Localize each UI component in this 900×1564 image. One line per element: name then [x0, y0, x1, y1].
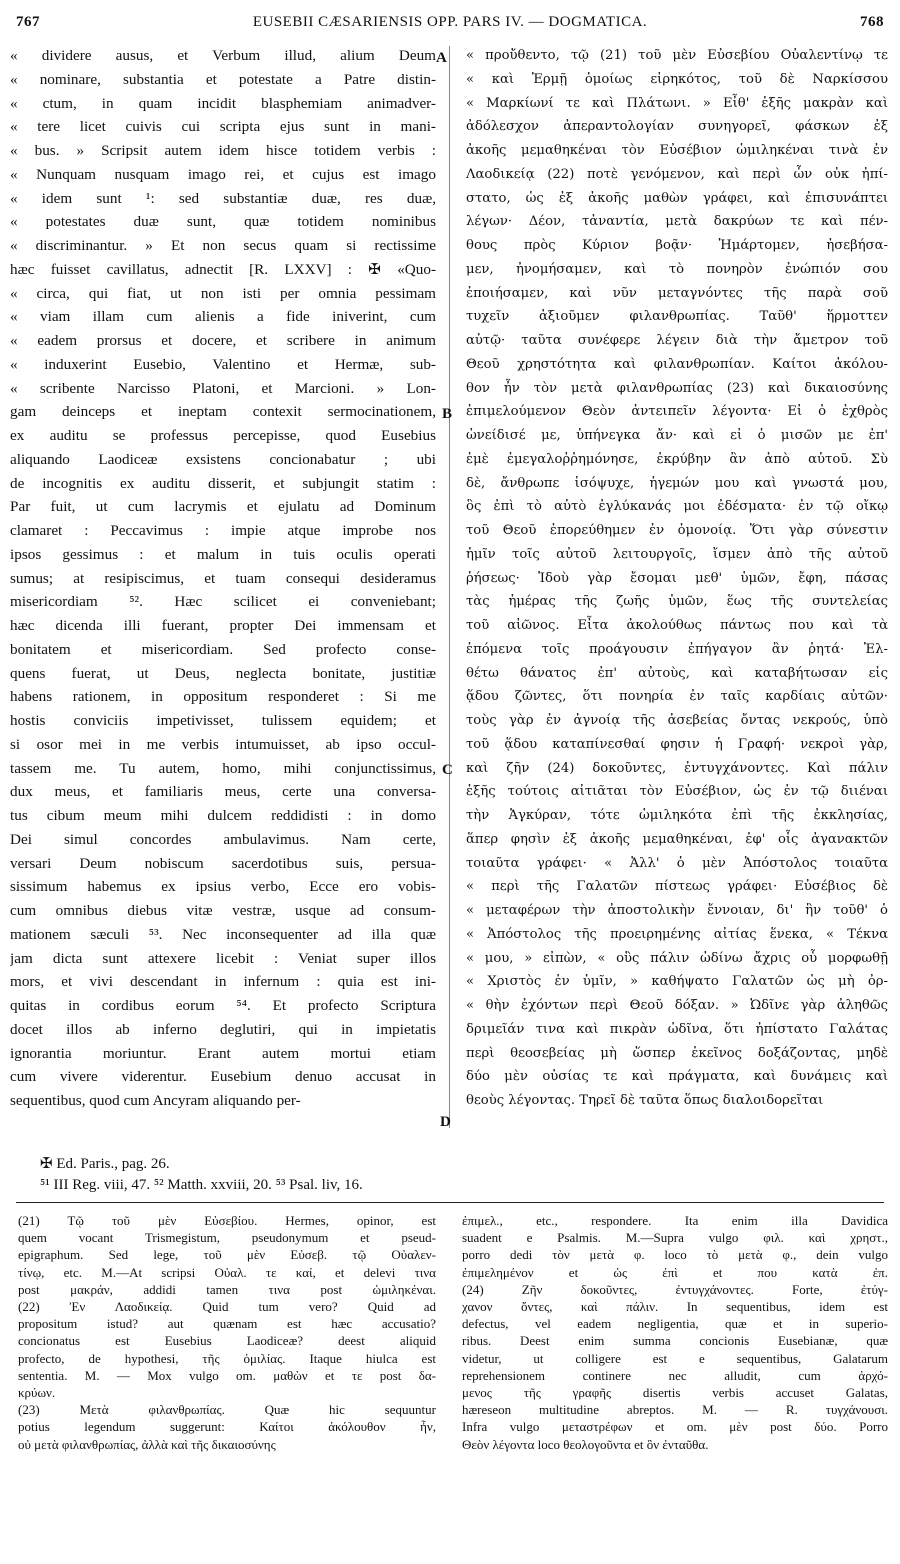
footnote-line: (24) Ζῆν δοκοῦντες, ἐντυγχάνοντες. Forte, ἐτύγ- [462, 1281, 888, 1297]
footnote-line: videtur, ut colligere est e sequentibus, Galatarum [462, 1350, 888, 1366]
latin-text-line: mors, et vivi descendant in infernum : quia est ini- [10, 973, 436, 991]
greek-text-line: ἑξῆς τούτοις αἰτιᾶται τὸν Εὐσέβιον, ὡς ἐν τῷ διιέναι [466, 784, 888, 800]
greek-text-line: ἡμῖν τοῖς αὐτοῦ λειτουργοῖς, ἴσμεν ἀπὸ τῆς αὐτοῦ [466, 546, 888, 562]
latin-column [10, 44, 436, 1134]
latin-text-line: tassem me. Tu autem, homo, mihi conjunctissimus, [10, 759, 436, 777]
footnote-line: profecto, de hypothesi, τῆς ὁμιλίας. Itaque hiulca est [18, 1350, 436, 1366]
notes-right-column [462, 1212, 888, 1557]
footnote-line: potius legendum suggerunt: Καίτοι ἀκόλουθον ἦν, [18, 1419, 436, 1435]
latin-text-line: hæc dicenda illi fuerant, propter Dei immensam et [10, 617, 436, 634]
latin-text-line: « viam illam cum alienis a fide iniverint, cum [10, 308, 436, 326]
latin-text-line: tus cibum meum mihi dulcem reddidisti : in domo [10, 807, 436, 824]
footnote-line: ribus. Deest enim summa concionis Eusebianæ, quæ [462, 1333, 888, 1349]
greek-text-line: Λαοδικείᾳ (22) ποτὲ γενόμενον, καὶ περὶ ὧν οὐκ ἠπί- [466, 166, 888, 182]
greek-text-line: « μου, » εἰπὼν, « οὓς πάλιν ὠδίνω ἄχρις οὗ μορφωθῇ [466, 950, 888, 966]
page-number-left: 767 [16, 14, 40, 30]
latin-text-line: cum omnibus diebus vitæ vestræ, usque ad consum- [10, 902, 436, 919]
greek-text-line: ἀδόλεσχον ἀπεραντολογίαν συνηγορεῖ, φάσκων ἐξ [466, 119, 888, 135]
greek-text-line: « προὔθεντο, τῷ (21) τοῦ μὲν Εὐσεβίου Οὐαλεντίνῳ τε [466, 48, 888, 63]
latin-text-line: Dei simul concordes ambulavimus. Nam certe, [10, 830, 436, 848]
latin-text-line: « potestates duæ sunt, quæ totidem nominibus [10, 213, 436, 231]
greek-text-line: « Ἀπόστολος τῆς προειρημένης αἰτίας ἕνεκα, « Τέκνα [466, 926, 888, 942]
footnote-line: οὐ μετὰ φιλανθρωπίας, ἀλλὰ καὶ τῆς δικαιοσύνης [18, 1436, 276, 1452]
greek-text-line: αὐτῷ· ταῦτα συνέφερε λέγειν διὰ τὴν ἄμετρον τοῦ [466, 333, 888, 348]
greek-text-line: « περὶ τῆς Γαλατῶν πίστεως γράφει· Εὐσέβιος δὲ [466, 879, 888, 895]
latin-text-line: quens fuerat, ut Deus, neglecta bonitate, justitiæ [10, 664, 436, 682]
footnote-line: (21) Τῷ τοῦ μὲν Εὐσεβίου. Hermes, opinor, est [18, 1213, 436, 1228]
greek-text-line: ἅπερ φησὶν ἐξ ἀκοῆς μεμαθηκέναι, ἐφ' οἷς ἀγανακτῶν [466, 831, 888, 847]
footnote-line: reprehensionem continere nec alludit, cum ἀρχό- [462, 1367, 888, 1383]
greek-text-line: θεοὺς λέγοντας. Τηρεῖ δὲ ταῦτα ὅπως διαλοιδορεῖται [466, 1093, 824, 1108]
margin-marker-c: C [442, 762, 453, 778]
margin-marker-b: B [442, 406, 453, 422]
greek-text-line: ῥήσεως· Ἰδοὺ γὰρ ἔσομαι μεθ' ὑμῶν, ἔφη, πάσας [466, 570, 888, 586]
page-number-right: 768 [860, 14, 884, 30]
latin-text-line: versari Deum nobiscum sacerdotibus suis, persua- [10, 854, 436, 872]
citation-line: ⁵¹ III Reg. viii, 47. ⁵² Matth. xxviii, 20. ⁵³ Psal. liv, 16. [40, 1177, 363, 1193]
margin-marker-a: A [436, 50, 447, 66]
greek-text-line: τοὺς γὰρ ἐν ἀγνοίᾳ τῆς ἀσεβείας ὄντας νεκρούς, ὑπὸ [466, 713, 888, 728]
latin-text-line: « induxerint Eusebio, Valentino et Hermæ, sub- [10, 355, 436, 373]
greek-text-line: δύο μὲν οὐσίας τε καὶ πράγματα, καὶ δυνάμεις καὶ [466, 1069, 888, 1085]
footnote-line: concionatus est Eusebius Laodiceæ? deest aliquid [18, 1333, 436, 1349]
footnote-line: τίνῳ, etc. M.—At scripsi Οὐαλ. τε καί, et delevi τινα [18, 1264, 436, 1280]
latin-text-line: « nominare, substantia et potestate a Patre distin- [10, 70, 436, 88]
latin-text-line: cum vivere viderentur. Eusebium denuo accusat in [10, 1068, 436, 1086]
footnote-line: post μακράν, addidi tamen τινα post ὡμιληκέναι. [18, 1281, 436, 1297]
greek-text-line: μεν, ἠνομήσαμεν, καὶ τὸ πονηρὸν ἐνώπιόν σου [466, 261, 888, 277]
latin-text-line: de incognitis ex auditu disserit, et subjungit statim : [10, 474, 436, 492]
latin-text-line: sumus; at resipiscimus, et tuam consequi desideramus [10, 569, 436, 587]
footnote-line: (23) Μετὰ φιλανθρωπίας. Quæ hic sequuntur [18, 1402, 436, 1418]
greek-text-line: « μεταφέρων τὴν ἀποστολικὴν ἔννοιαν, δι' ἣν τοῦθ' ὁ [466, 903, 888, 918]
greek-text-line: ἀκοῆς μεμαθηκέναι τὸν Εὐσέβιον ὡμιληκέναι τινὰ ἐν [466, 143, 888, 158]
greek-text-line: τοῦ Θεοῦ ἐπορεύθημεν ἐν ὁμονοίᾳ. Ὅτι γὰρ σύνεστιν [466, 523, 888, 538]
footnote-line: sententia. M. — Mox vulgo om. μαθὼν et τε post δα- [18, 1367, 436, 1383]
latin-text-line: « tere licet cuivis cui scripta ejus sunt in mani- [10, 118, 436, 136]
greek-text-line: καὶ ζῆν (24) δοκοῦντες, ἐντυγχάνοντες. Καὶ πάλιν [466, 760, 888, 776]
footnote-line: Θεὸν λέγοντα loco θεολογοῦντα et ὃν ἐνταῦθα. [462, 1436, 709, 1452]
citations [40, 1154, 660, 1196]
latin-text-line: quitas in cordibus eorum ⁵⁴. Et profecto Scriptura [10, 997, 436, 1014]
greek-text-line: δριμεῖάν τινα καὶ πικρὰν ὠδῖνα, ὅτι ἠπίστατο Γαλάτας [466, 1021, 888, 1037]
footnote-line: hæreseon multitudine abreptos. M. — R. τυγχάνουσι. [462, 1402, 888, 1418]
footnote-line: suadent e Psalmis. M.—Supra vulgo φιλ. καὶ χρηστ., [462, 1230, 888, 1246]
latin-text-line: gam deinceps et ineptam contexit sermocinationem, [10, 403, 436, 421]
greek-text-line: ἑπόμενα τοῖς προάγουσιν ἐπήγαγον ἂν ῥητά· Ἐλ- [466, 641, 888, 657]
greek-text-line: τυχεῖν ἀξιοῦμεν φιλανθρωπίας. Ταῦθ' ἥρμοττεν [466, 309, 888, 325]
greek-text-line: θον ἦν τὸν μετὰ φιλανθρωπίας (23) καὶ δικαιοσύνης [466, 380, 888, 396]
footnote-line: ἐπιμελημένον et ὡς ἐπὶ et που κατὰ ἐπ. [462, 1264, 888, 1280]
latin-text-line: « circa, qui fiat, ut non isti per omnia pessimam [10, 284, 436, 302]
footnote-line: porro dedi τὸν μετὰ φ. loco τὸ μετὰ φ., dein vulgo [462, 1247, 888, 1263]
latin-text-line: « scribente Narcisso Platoni, et Marcioni. » Lon- [10, 379, 436, 397]
greek-text-line: τὰς ἡμέρας τῆς ζωῆς ὑμῶν, ἕως τῆς συντελείας [466, 594, 888, 610]
greek-text-line: λέγων· Δέον, τἀναντία, μετὰ δακρύων τε καὶ πέν- [466, 214, 888, 230]
margin-marker-d: D [440, 1114, 451, 1130]
latin-text-line: aliquando Laodiceæ exsistens concionabatur ; ubi [10, 450, 436, 468]
greek-text-line: θέτω θάνατος ἐπ' αὐτοὺς, καὶ καταβήτωσαν εἰς [466, 665, 888, 681]
latin-text-line: « discriminantur. » Et non secus quam si rectissime [10, 237, 436, 254]
greek-text-line: στατο, ὡς ἐξ ἀκοῆς μαθὼν γράφει, καὶ ἐπισυνάπτει [466, 190, 888, 206]
greek-text-line: ἐμὲ ἐμεγαλοῤῥημόνησε, ἐκρύβην ἂν ἀπὸ αὐτοῦ. Σὺ [466, 451, 888, 467]
latin-text-line: sequentibus, quod cum Ancyram aliquando per- [10, 1092, 301, 1109]
latin-text-line: Par fuit, ut cum lacrymis et ejulatu ad Dominum [10, 498, 436, 516]
latin-text-line: « dividere ausus, et Verbum illud, alium Deum [10, 47, 436, 64]
footnote-line: propositum istud? aut quænam est hæc accusatio? [18, 1316, 436, 1332]
footnote-line: Infra vulgo μεταστρέφων et om. μὲν post δύο. Porro [462, 1419, 888, 1435]
footnote-line: quem vocant Trismegistum, pseudonymum et pseud- [18, 1230, 436, 1246]
greek-text-line: ᾅδου ζῶντες, ὅτι πονηρία ἐν ταῖς καρδίαις αὐτῶν· [466, 689, 888, 705]
latin-text-line: jam dicta sunt attexere licebit : Veniat super illos [10, 949, 436, 967]
greek-text-line: θους πρὸς Κύριον βοᾷν· Ἡμάρτομεν, ἠσεβήσα- [466, 238, 888, 253]
greek-text-line: « θὴν ἐχόντων περὶ Θεοῦ δόξαν. » Ὠδῖνε γὰρ ἀληθῶς [466, 998, 888, 1013]
greek-text-line: « καὶ Ἑρμῇ ὁμοίως εἰρηκότος, τοῦ δὲ Ναρκίσσου [466, 71, 888, 87]
notes-left-column [18, 1212, 436, 1557]
greek-text-line: ἐπιμελούμενον Θεὸν ἀντειπεῖν λέγοντα· Εἰ ὁ ἐχθρὸς [466, 404, 888, 420]
latin-text-line: « eadem prorsus et docere, et scribere in animum [10, 332, 436, 349]
latin-text-line: mationem sæculi ⁵³. Nec inconsequenter ad illa quæ [10, 925, 436, 943]
latin-text-line: hæc fuisset cavillatus, adnectit [R. LXXV] : ✠ «Quo- [10, 260, 436, 278]
latin-text-line: hostis conviciis impetivisset, tulissem equidem; et [10, 712, 436, 729]
citation-line: ✠ Ed. Paris., pag. 26. [40, 1156, 170, 1172]
latin-text-line: sissimum habemus ex ipsius verbo, Ecce ero vobis- [10, 878, 436, 896]
greek-text-line: « Μαρκίωνί τε καὶ Πλάτωνι. » Εἶθ' ἑξῆς μακρὰν καὶ [466, 95, 888, 111]
latin-text-line: bonitatem et misericordiam. Sed profecto conse- [10, 640, 436, 658]
running-title: EUSEBII CÆSARIENSIS OPP. PARS IV. — DOGMATICA. [252, 14, 648, 30]
greek-text-line: περὶ θεοσεβείας μὴ ὥσπερ ἐκεῖνος δοξάζοντας, μηδὲ [466, 1045, 888, 1061]
footnote-line: μενος τῆς γραφῆς disertis verbis accuset Galatas, [462, 1385, 888, 1401]
latin-text-line: « ctum, in quam incidit blasphemiam animadver- [10, 94, 436, 112]
footnote-line: ἐπιμελ., etc., respondere. Ita enim illa Davidica [462, 1213, 888, 1228]
greek-text-line: τὴν Ἀγκύραν, τότε ὡμιληκότα ἐπὶ τῆς ἐκκλησίας, [466, 808, 888, 823]
latin-text-line: clamaret : Peccavimus : impie atque improbe nos [10, 522, 436, 539]
latin-text-line: ignorantia moriuntur. Erant autem mortui etiam [10, 1044, 436, 1062]
greek-text-line: « Χριστὸς ἐν ὑμῖν, » καθήψατο Γαλατῶν ὡς μὴ ὀρ- [466, 974, 888, 990]
greek-text-line: Θεοῦ χρηστότητα καὶ φιλανθρωπίαν. Καίτοι ἀκόλου- [466, 356, 888, 372]
latin-text-line: « bus. » Scripsit autem idem hisce totidem verbis : [10, 142, 436, 159]
greek-text-line: δὲ, ἄνθρωπε ἰσόψυχε, ἡγεμών μου καὶ γνωστά μου, [466, 475, 888, 491]
column-divider [449, 46, 450, 1128]
footnote-line: (22) Ἐν Λαοδικείᾳ. Quid tum vero? Quid ad [18, 1299, 436, 1315]
greek-text-line: ὠνείδισέ με, ὑπήνεγκα ἄν· καὶ εἰ ὁ μισῶν με ἐπ' [466, 428, 888, 443]
latin-text-line: ipsos gessimus : et malum in tuis oculis operati [10, 545, 436, 563]
footnote-line: epigraphum. Sed lege, τοῦ μὲν Εὐσεβ. τῷ Οὐαλεν- [18, 1247, 436, 1263]
footnote-line: defectus, vel eadem negligentia, quæ et in superio- [462, 1316, 888, 1332]
greek-text-line: ἐποιήσαμεν, καὶ νῦν μεταγνόντες τῆς παρὰ σοῦ [466, 285, 888, 301]
greek-text-line: τοῦ ᾅδου καταπίνεσθαί φησιν ἡ Γραφή· νεκροὶ γὰρ, [466, 736, 888, 752]
latin-text-line: habens rationem, in oppositum responderet : Si me [10, 688, 436, 706]
greek-text-line: τοῦ αἰῶνος. Εἶτα ἀκολούθως πάντως που καὶ τὰ [466, 618, 888, 633]
latin-text-line: misericordiam ⁵². Hæc scilicet ei conveniebant; [10, 593, 436, 611]
footnote-line: κρύων. [18, 1385, 56, 1401]
latin-text-line: docet illos ab inferno deglutiri, qui in impietatis [10, 1020, 436, 1038]
footnote-line: χανον ὄντες, καὶ πάλιν. In sequentibus, idem est [462, 1299, 888, 1315]
latin-text-line: si osor mei in me verbis intumuisset, ab ipso occul- [10, 735, 436, 753]
greek-text-line: ὃς ἐπὶ τὸ αὐτὸ ἐγλύκανάς μοι ἐδέσματα· ἐν τῷ οἴκῳ [466, 499, 888, 515]
greek-column [466, 44, 888, 1134]
footnote-rule [16, 1202, 884, 1203]
latin-text-line: « idem sunt ¹: sed substantiæ duæ, res duæ, [10, 189, 436, 207]
latin-text-line: dux meus, et familiaris meus, certe una conversa- [10, 783, 436, 801]
running-header [16, 14, 884, 36]
latin-text-line: « Nunquam nusquam imago rei, et cujus est imago [10, 165, 436, 183]
greek-text-line: τοιαῦτα γράφει· « Ἀλλ' ὁ μὲν Ἀπόστολος τοιαῦτα [466, 855, 888, 871]
latin-text-line: ex auditu se professus percepisse, quod Eusebius [10, 427, 436, 444]
